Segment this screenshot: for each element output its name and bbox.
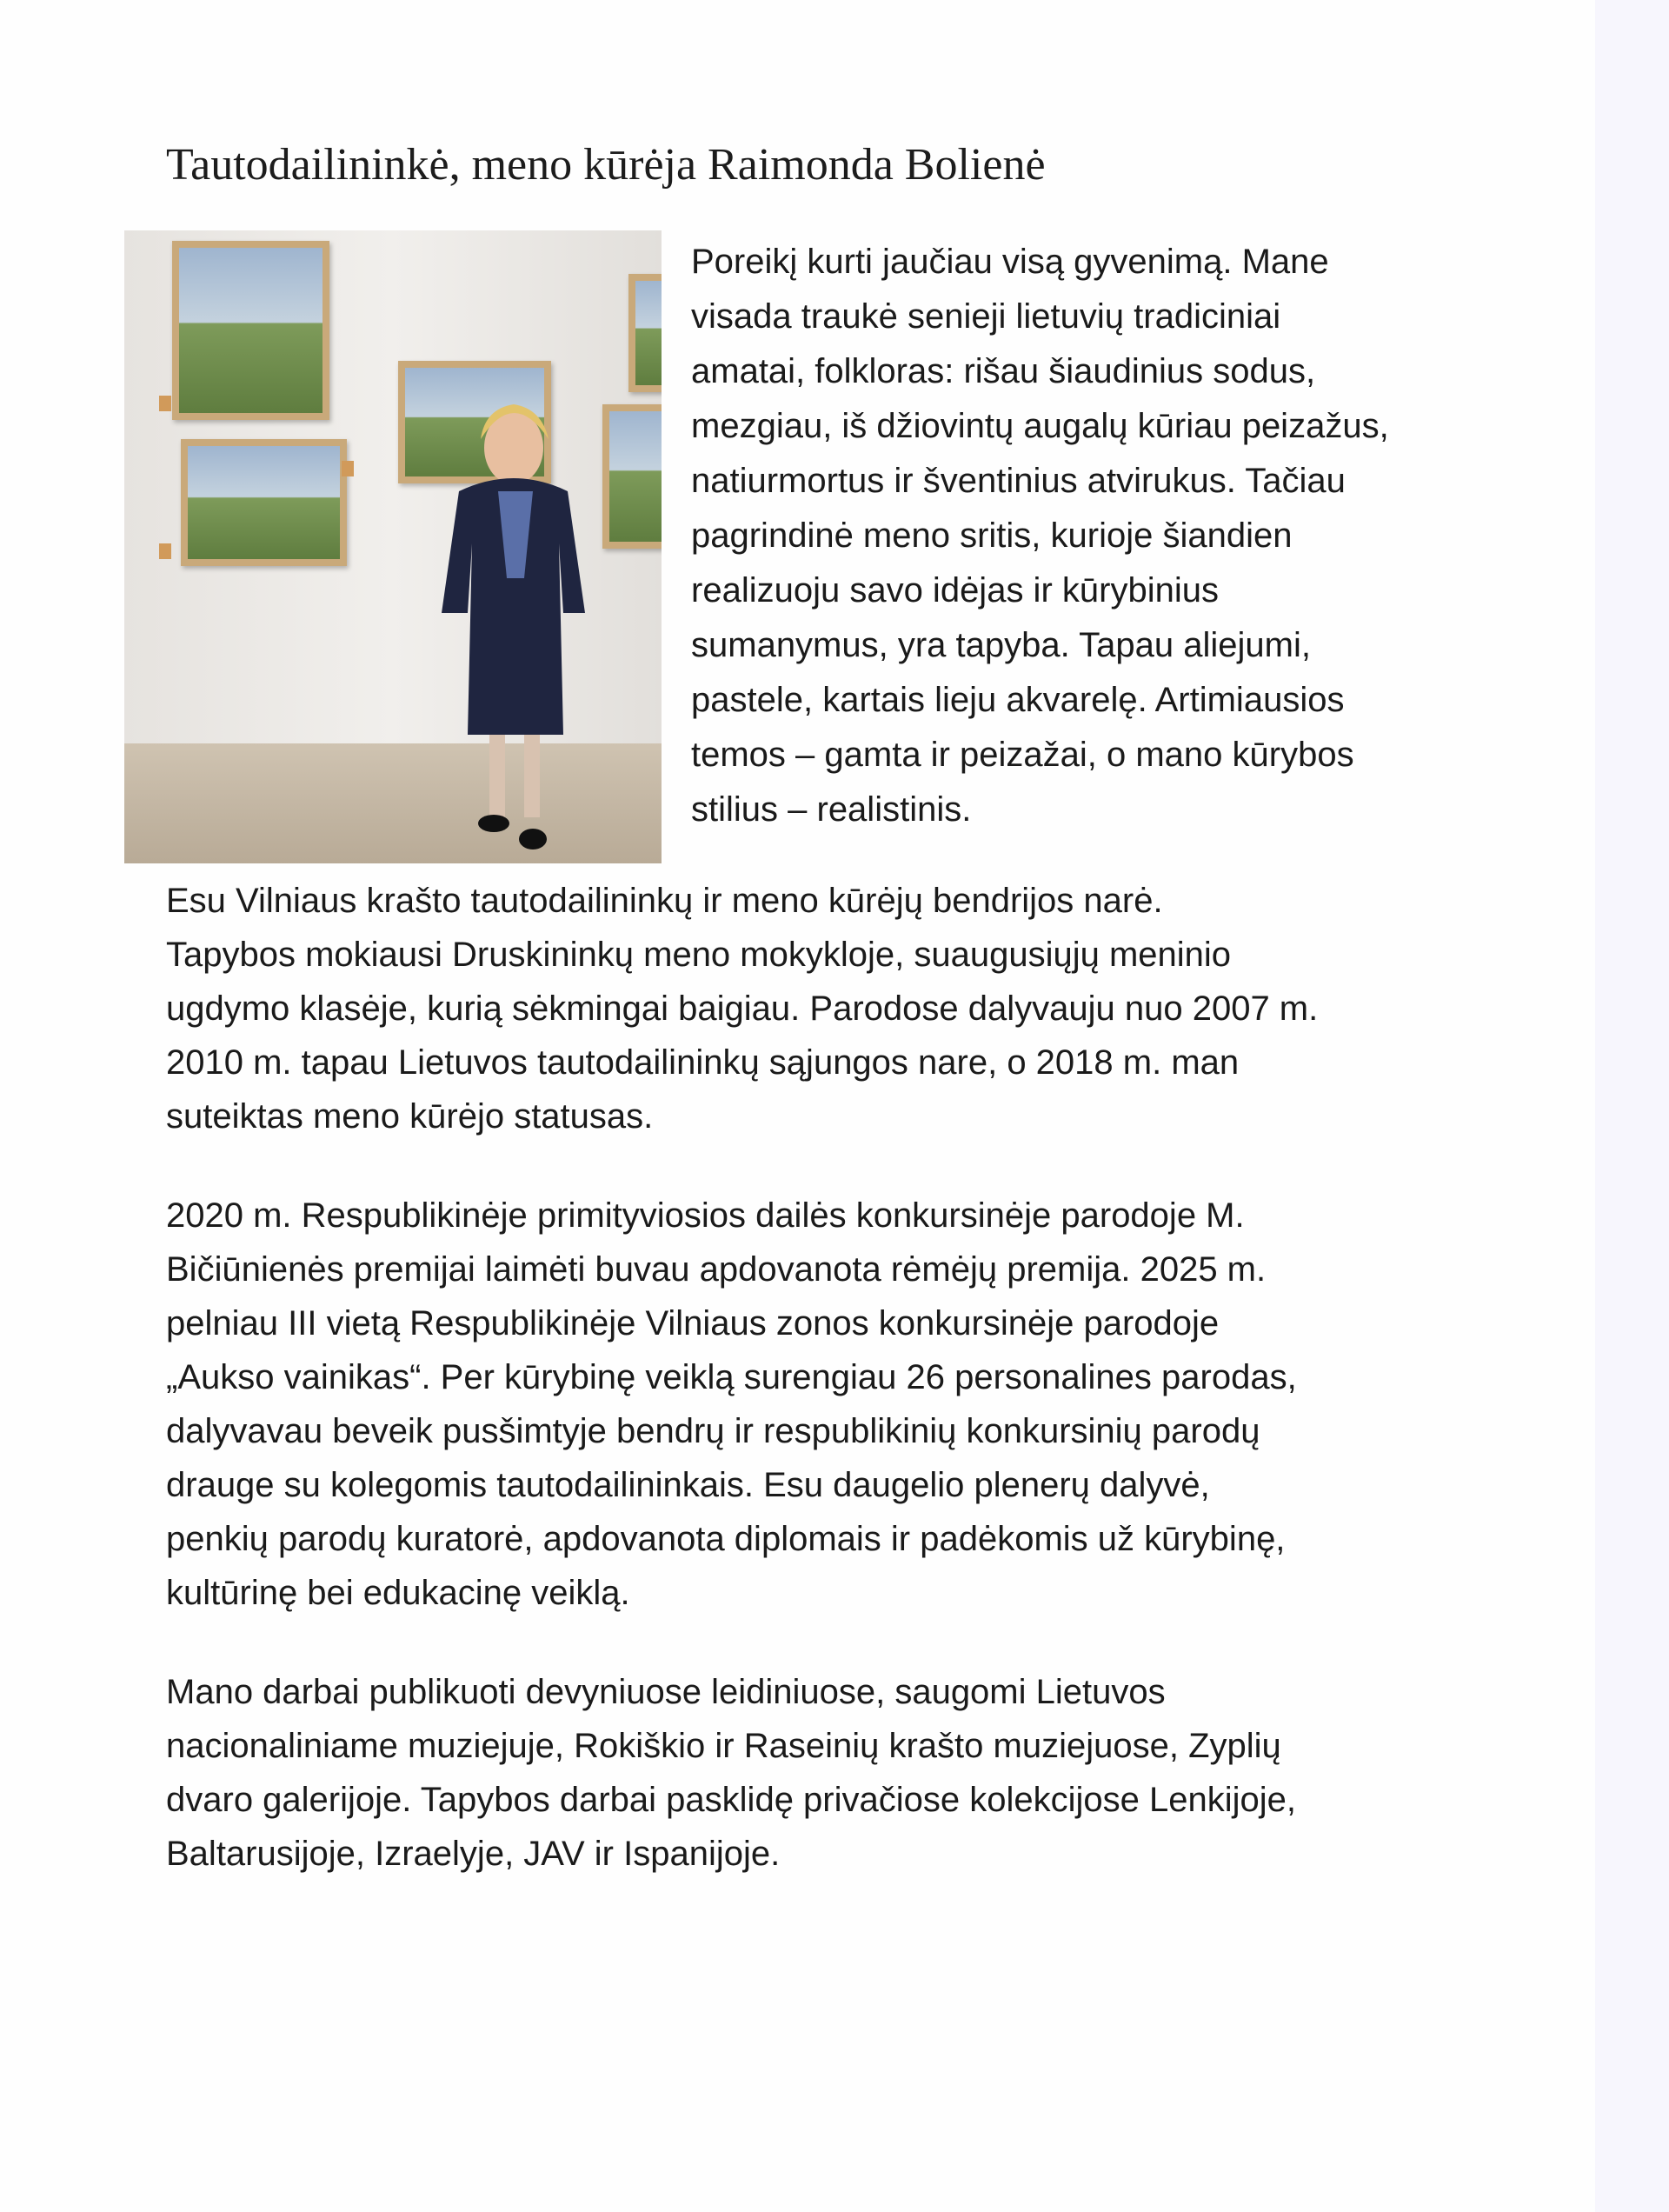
text-line: sumanymus, yra tapyba. Tapau aliejumi, [691,626,1311,664]
intro-text [691,235,1389,837]
text-line: pagrindinė meno sritis, kurioje šiandien [691,516,1293,555]
text-line: amatai, folkloras: rišau šiaudinius sodus, [691,352,1316,390]
paragraph-collections [166,1665,1296,1881]
woman-figure [124,230,662,863]
text-line: nacionaliniame muziejuje, Rokiškio ir Raseinių krašto muziejuose, Zyplių [166,1727,1281,1765]
text-line: ugdymo klasėje, kurią sėkmingai baigiau. Parodose dalyvauju nuo 2007 m. [166,989,1319,1028]
text-line: dvaro galerijoje. Tapybos darbai pasklidę privačiose kolekcijose Lenkijoje, [166,1781,1296,1819]
text-line: visada traukė senieji lietuvių tradiciniai [691,297,1281,336]
text-line: pastele, kartais lieju akvarelę. Artimiausios [691,681,1345,719]
page-title: Tautodailininkė, meno kūrėja Raimonda Bolienė [166,140,1046,190]
text-line: stilius – realistinis. [691,790,972,829]
text-line: realizuoju savo idėjas ir kūrybinius [691,571,1219,610]
paragraph-membership [166,874,1318,1143]
text-line: pelniau III vietą Respublikinėje Vilniaus zonos konkursinėje parodoje [166,1304,1220,1343]
text-line: Bičiūnienės premijai laimėti buvau apdovanota rėmėjų premija. 2025 m. [166,1250,1267,1289]
text-line: 2010 m. tapau Lietuvos tautodailininkų sąjungos nare, o 2018 m. man [166,1043,1240,1082]
text-line: Baltarusijoje, Izraelyje, JAV ir Ispanijoje. [166,1835,781,1873]
text-line: natiurmortus ir šventinius atvirukus. Tačiau [691,462,1346,500]
text-line: suteiktas meno kūrėjo statusas. [166,1097,654,1136]
text-line: „Aukso vainikas“. Per kūrybinę veiklą surengiau 26 personalines parodas, [166,1358,1297,1396]
text-line: Poreikį kurti jaučiau visą gyvenimą. Mane [691,243,1329,281]
right-margin-strip [1595,0,1669,2212]
text-line: 2020 m. Respublikinėje primityviosios dailės konkursinėje parodoje M. [166,1196,1245,1235]
text-line: kultūrinę bei edukacinę veiklą. [166,1574,630,1612]
artist-photo [124,230,662,863]
text-line: Tapybos mokiausi Druskininkų meno mokykloje, suaugusiųjų meninio [166,936,1232,974]
text-line: drauge su kolegomis tautodailininkais. Esu daugelio plenerų dalyvė, [166,1466,1210,1504]
text-line: mezgiau, iš džiovintų augalų kūriau peizažus, [691,407,1389,445]
paragraph-awards [166,1189,1297,1620]
text-line: Mano darbai publikuoti devyniuose leidiniuose, saugomi Lietuvos [166,1673,1166,1711]
text-line: temos – gamta ir peizažai, o mano kūrybos [691,736,1354,774]
text-line: dalyvavau beveik pusšimtyje bendrų ir respublikinių konkursinių parodų [166,1412,1260,1450]
text-line: Esu Vilniaus krašto tautodailininkų ir meno kūrėjų bendrijos narė. [166,882,1163,920]
text-line: penkių parodų kuratorė, apdovanota diplomais ir padėkomis už kūrybinę, [166,1520,1286,1558]
